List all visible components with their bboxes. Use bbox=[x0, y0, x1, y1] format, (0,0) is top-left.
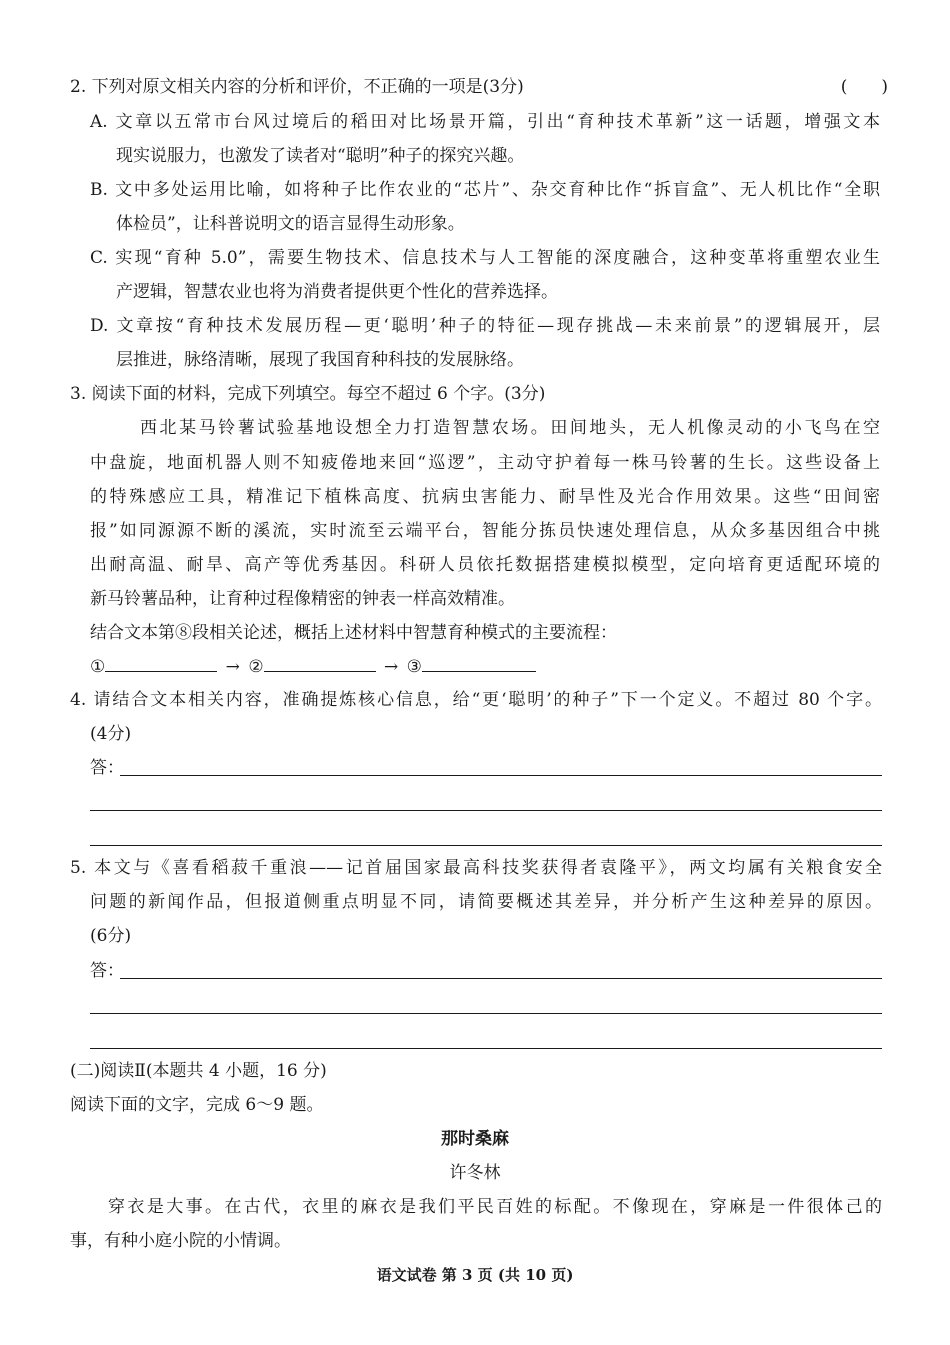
q2-option-c-line1: C. 实现“育种 5.0”，需要生物技术、信息技术与人工智能的深度融合，这种变革将重塑农业生 bbox=[90, 248, 880, 268]
article-body-line2: 事，有种小庭小院的小情调。 bbox=[70, 1231, 291, 1251]
q3-prompt: 结合文本第⑧段相关论述，概括上述材料中智慧育种模式的主要流程： bbox=[90, 623, 617, 643]
q4-stem-line2: (4分) bbox=[90, 724, 132, 744]
blank-2-line[interactable] bbox=[264, 657, 376, 672]
q4-answer-line-1[interactable] bbox=[120, 775, 882, 776]
q2-option-c-line2: 产逻辑，智慧农业也将为消费者提供更个性化的营养选择。 bbox=[116, 282, 558, 302]
q2-option-a-line1: A. 文章以五常市台风过境后的稻田对比场景开篇，引出“育种技术革新”这一话题，增强文本 bbox=[90, 112, 880, 132]
blank-1-line[interactable] bbox=[105, 657, 217, 672]
q2-stem-row bbox=[70, 79, 888, 96]
q5-answer-line-2[interactable] bbox=[90, 1013, 882, 1014]
blank-3-line[interactable] bbox=[422, 657, 536, 672]
article-body-line1: 穿衣是大事。在古代，衣里的麻衣是我们平民百姓的标配。不像现在，穿麻是一件很体己的 bbox=[108, 1197, 882, 1217]
q4-answer-line-2[interactable] bbox=[90, 810, 882, 811]
q2-option-a-line2: 现实说服力，也激发了读者对“聪明”种子的探究兴趣。 bbox=[116, 146, 525, 166]
article-author: 许冬林 bbox=[449, 1163, 501, 1183]
q3-passage-line5: 出耐高温、耐旱、高产等优秀基因。科研人员依托数据搭建模拟模型，定向培育更适配环境的 bbox=[90, 555, 880, 575]
q2-option-b-line1: B. 文中多处运用比喻，如将种子比作农业的“芯片”、杂交育种比作“拆盲盒”、无人机比作“全职 bbox=[90, 180, 880, 200]
q2-answer-bracket: ( ) bbox=[840, 77, 888, 97]
q3-passage-line3: 的特殊感应工具，精准记下植株高度、抗病虫害能力、耐旱性及光合作用效果。这些“田间密 bbox=[90, 487, 880, 507]
q3-passage-line4: 报”如同源源不断的溪流，实时流至云端平台，智能分拣员快速处理信息，从众多基因组合中挑 bbox=[90, 521, 880, 541]
q5-stem-line3: (6分) bbox=[90, 926, 132, 946]
arrow-2: → bbox=[383, 657, 399, 677]
arrow-1: → bbox=[225, 657, 240, 677]
q3-fill-blanks bbox=[90, 657, 536, 676]
blank-1-marker: ① bbox=[90, 657, 106, 677]
q4-stem-line1: 4. 请结合文本相关内容，准确提炼核心信息，给“更‘聪明’的种子”下一个定义。不超过 80 个字。 bbox=[70, 690, 882, 710]
q3-passage-line2: 中盘旋，地面机器人则不知疲倦地来回“巡逻”，主动守护着每一株马铃薯的生长。这些设备上 bbox=[90, 453, 880, 473]
q3-passage-line6: 新马铃薯品种，让育种过程像精密的钟表一样高效精准。 bbox=[90, 589, 515, 609]
blank-2-marker: ② bbox=[248, 657, 264, 677]
q4-answer-line-3[interactable] bbox=[90, 845, 882, 846]
q5-stem-line1: 5. 本文与《喜看稻菽千重浪——记首届国家最高科技奖获得者袁隆平》，两文均属有关粮食安全 bbox=[70, 858, 882, 878]
section2-instruction: 阅读下面的文字，完成 6～9 题。 bbox=[70, 1095, 324, 1115]
q2-option-d-line1: D. 文章按“育种技术发展历程—更‘聪明’种子的特征—现存挑战—未来前景”的逻辑展开，层 bbox=[90, 316, 880, 336]
q5-answer-label: 答： bbox=[90, 961, 124, 981]
q2-stem: 2. 下列对原文相关内容的分析和评价，不正确的一项是(3分) bbox=[70, 77, 524, 97]
q3-passage-line1: 西北某马铃薯试验基地设想全力打造智慧农场。田间地头，无人机像灵动的小飞鸟在空 bbox=[140, 418, 880, 438]
q2-option-d-line2: 层推进，脉络清晰，展现了我国育种科技的发展脉络。 bbox=[116, 350, 524, 370]
q5-stem-line2: 问题的新闻作品，但报道侧重点明显不同，请简要概述其差异，并分析产生这种差异的原因。 bbox=[90, 892, 882, 912]
q3-stem: 3. 阅读下面的材料，完成下列填空。每空不超过 6 个字。(3分) bbox=[70, 384, 546, 404]
page-footer: 语文试卷 第 3 页 (共 10 页) bbox=[376, 1266, 574, 1284]
section2-header: (二)阅读Ⅱ(本题共 4 小题，16 分) bbox=[70, 1061, 327, 1081]
article-title: 那时桑麻 bbox=[441, 1129, 509, 1149]
blank-3-marker: ③ bbox=[406, 657, 422, 677]
q4-answer-label: 答： bbox=[90, 758, 124, 778]
q5-answer-line-1[interactable] bbox=[120, 978, 882, 979]
q2-option-b-line2: 体检员”，让科普说明文的语言显得生动形象。 bbox=[116, 214, 465, 234]
q5-answer-line-3[interactable] bbox=[90, 1048, 882, 1049]
